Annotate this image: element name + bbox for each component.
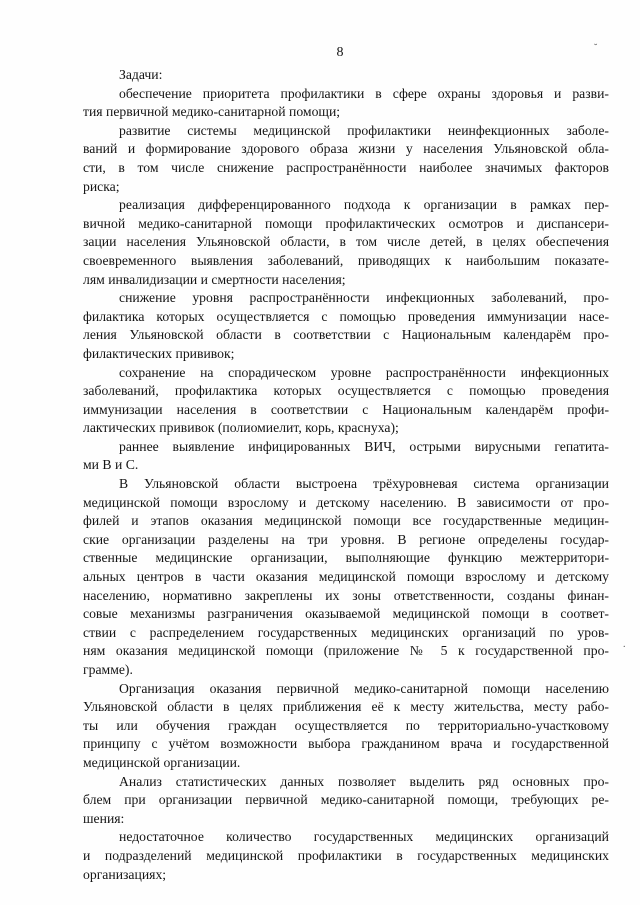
text-line: лактических прививок (полиомиелит, корь, краснуха);: [83, 420, 399, 436]
body-text: [83, 66, 609, 884]
text-line: организациях;: [83, 866, 167, 882]
scan-speck-top-right: ˘: [594, 43, 598, 54]
paragraph: [83, 680, 609, 773]
text-line: ты или обучения граждан осуществляется по территориально-участковому: [83, 717, 609, 733]
text-line: риска;: [83, 178, 120, 194]
text-line: ням оказания медицинской помощи (приложение № 5 к государственной про-: [83, 643, 609, 659]
text-line: шения:: [83, 810, 125, 826]
text-line: ления Ульяновской области в соответствии с Национальным календарём про-: [83, 327, 609, 343]
paragraph: [83, 122, 609, 196]
paragraph: [83, 289, 609, 363]
paragraph: [83, 66, 609, 85]
text-line: зации населения Ульяновской области, в том числе детей, в целях обеспечения: [83, 234, 609, 250]
paragraph: [83, 196, 609, 289]
paragraph: [83, 85, 609, 122]
text-line: вичной медико-санитарной помощи профилактических осмотров и диспансери-: [83, 215, 609, 231]
text-line: Ульяновской области в целях приближения её к месту жительства, месту рабо-: [83, 699, 609, 715]
text-line: грамме).: [83, 662, 133, 677]
text-line: альных центров в части оказания медицинской помощи взрослому и детскому: [83, 569, 609, 585]
text-line: недостаточное количество государственных медицинских организаций: [119, 829, 609, 845]
text-line: ваний и формирование здорового образа жизни у населения Ульяновской обла-: [83, 141, 609, 157]
text-line: сти, в том числе снижение распространённости наиболее значимых факторов: [83, 159, 609, 175]
text-line: В Ульяновской области выстроена трёхуровневая система организации: [119, 476, 609, 492]
text-line: иммунизации населения в соответствии с Национальным календарём профи-: [83, 401, 609, 417]
text-line: реализация дифференцированного подхода к организации в рамках пер-: [119, 197, 609, 213]
text-line: филактических прививок;: [83, 345, 235, 361]
text-line: Анализ статистических данных позволяет выделить ряд основных про-: [119, 773, 609, 789]
text-line: медицинской организации.: [83, 754, 241, 770]
paragraph: [83, 828, 609, 884]
scan-speck-right-margin: .: [623, 639, 626, 650]
text-line: развитие системы медицинской профилактики неинфекционных заболе-: [119, 122, 609, 138]
text-line: сохранение на спорадическом уровне распространённости инфекционных: [119, 364, 609, 380]
text-line: Задачи:: [119, 67, 163, 82]
text-line: ственные медицинские организации, выполняющие функцию межтерритори-: [83, 550, 609, 566]
text-line: филактика которых осуществляется с помощью проведения иммунизации насе-: [83, 308, 609, 324]
text-line: ствии с распределением государственных медицинских организаций по уров-: [83, 624, 609, 640]
text-line: Организация оказания первичной медико-санитарной помощи населению: [119, 680, 609, 696]
text-line: раннее выявление инфицированных ВИЧ, острыми вирусными гепатита-: [119, 438, 609, 454]
text-line: своевременного выявления заболеваний, приводящих к наибольшим показате-: [83, 252, 609, 268]
text-line: принципу с учётом возможности выбора гражданином врача и государственной: [83, 736, 609, 752]
text-line: заболеваний, профилактика которых осуществляется с помощью проведения: [83, 383, 609, 399]
text-line: филей и этапов оказания медицинской помощи все государственные медицин-: [83, 513, 609, 529]
text-line: лям инвалидизации и смертности населения;: [83, 271, 346, 287]
text-line: снижение уровня распространённости инфекционных заболеваний, про-: [119, 290, 609, 306]
text-line: ми В и С.: [83, 457, 139, 473]
text-line: и подразделений медицинской профилактики в государственных медицинских: [83, 847, 609, 863]
text-line: ские организации разделены на три уровня. В регионе определены государ-: [83, 531, 609, 547]
text-line: медицинской помощи взрослому и детскому населению. В зависимости от про-: [83, 494, 609, 510]
text-line: блем при организации первичной медико-санитарной помощи, требующих ре-: [83, 792, 609, 808]
page-number: 8: [336, 45, 344, 60]
paragraph: [83, 773, 609, 829]
text-line: тия первичной медико-санитарной помощи;: [83, 104, 341, 120]
paragraph: [83, 475, 609, 680]
paragraph: [83, 364, 609, 438]
text-line: населению, нормативно закреплены их зоны ответственности, созданы финан-: [83, 587, 609, 603]
text-line: обеспечение приоритета профилактики в сфере охраны здоровья и разви-: [119, 85, 609, 101]
text-line: совые механизмы разграничения оказываемой медицинской помощи в соответ-: [83, 606, 609, 622]
paragraph: [83, 438, 609, 475]
